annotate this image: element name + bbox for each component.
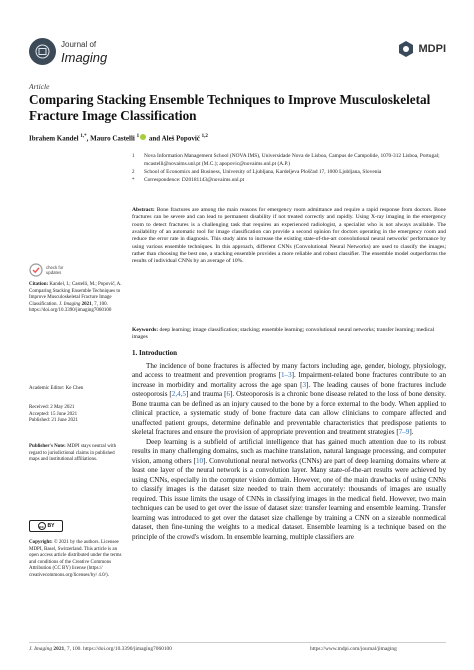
correspondence — [132, 177, 452, 185]
citation-doi[interactable]: , 7, 100. https://doi.org/10.3390/jimaging7060100 — [29, 301, 112, 314]
author-affiliation-mark: 1,2 — [201, 134, 208, 139]
citation-block — [29, 282, 124, 315]
citation-link[interactable]: 1–3 — [280, 371, 292, 380]
keywords-text: deep learning; image classification; stacking; ensemble learning; convolutional neural networks; transfer learning; medical images — [132, 327, 435, 341]
publisher-name: MDPI — [418, 43, 446, 55]
introduction-body — [132, 362, 446, 542]
footer-divider — [29, 642, 446, 643]
affiliation-text: School of Economics and Business, University of Ljubljana, Kardeljeva Ploščad 17, 1000 Ljubljana, Slovenia — [144, 169, 382, 175]
citation-link[interactable]: 6 — [226, 390, 231, 399]
author-conjunction: and — [148, 134, 161, 143]
author-name: Mauro Castelli — [90, 134, 135, 143]
citation-label: Citation: — [29, 282, 49, 287]
author-list: Ibrahem Kandel $^{1,*}$, Mauro Castelli $^1$ and Aleš Popovič $^{1,2}$ — [29, 134, 208, 143]
footer-year: 2021 — [53, 646, 65, 652]
author-name: Ibrahem Kandel — [29, 134, 79, 143]
text-run: ]. Convolutional neural networks (CNNs) are part of deep learning domains where at least one layer of the neural network is a convolution layer. Many state-of-the-art results were achieved by using CNNs, especially in the computer vision domain. However, one of the main drawbacks of using CNNs to classify images is the dataset size needed to train them accurately: thousands of images are usually required. This issue limits the usage of CNNs in classifying images in the medical field. However, two main techniques can be used to get over the issue of dataset size: transfer learning and ensemble learning. Transfer learning was introduced to get over the dataset size challenge by training a CNN on a sizeable nonmedical dataset, then fine-tuning the weights to a medical dataset. Ensemble learning is a technique based on the principle of the crowd's wisdom. In ensemble learning, multiple classifiers are — [132, 456, 446, 541]
citation-journal: J. Imaging — [59, 301, 81, 307]
keywords-label: Keywords: — [132, 327, 159, 333]
affiliation-1 — [132, 153, 452, 168]
academic-editor: Academic Editor: Ke Chen — [29, 386, 84, 391]
text-run: ]. Osteoporosis is a chronic bone disease related to the loss of bone density. Bone trauma can be defined as an injury caused to the bone by a force external to the body. When applied to clinical practice, a systematic study of bone fracture data can allow clinicians to compare affected and unaffected patient groups, determine definable and preventable characteristics that predispose patients to skeletal fractures and ensure the provision of appropriate prevention and treatment strategies [ — [132, 390, 446, 437]
cc-circle-icon: cc — [39, 523, 44, 529]
text-run: ]. The leading causes of bone fractures include osteoporosis [ — [132, 380, 447, 399]
copyright-block — [29, 540, 124, 580]
footer-citation — [29, 646, 172, 652]
text-run: ]. Impairment-related bone fractures contribute to an increase in morbidity and mortality across the age span [ — [132, 371, 446, 389]
citation-text: Kandel, I.; Castelli, M.; Popovič, A. Comparing Stacking Ensemble Techniques to Improve Musculoskeletal Fracture Image Classification. — [29, 282, 122, 307]
accepted-date: Accepted: 15 June 2021 — [29, 411, 78, 417]
text-run: ] and trauma [ — [185, 390, 227, 399]
journal-logo-icon — [29, 38, 56, 65]
abstract — [132, 207, 446, 266]
citation-link[interactable]: 3 — [302, 380, 307, 389]
check-for-label: check for — [46, 265, 64, 270]
abstract-text: Bone fractures are among the main reasons for emergency room admittance and require a rapid response from doctors. Bone fractures can be severe and can lead to permanent disability if not treated correctly and rapidly. Using X-ray imaging in the emergency room to detect fractures is a challenging task that requires an experienced radiologist, a specialist who is not always available. The availability of an automatic tool for image classification can provide a second opinion for doctors operating in the emergency room and reduce the error rate in diagnosis. This study aims to increase the existing state-of-the-art convolutional neural networks' performance by using various ensemble techniques. In this approach, different CNNs (Convolutional Neural Networks) are used to classify the images; rather than choosing the best one, a stacking ensemble provides a more reliable and robust classifier. The ensemble model outperforms the results of individual CNNs by an average of 10%. — [132, 207, 446, 265]
author-affiliation-mark: 1 — [136, 134, 140, 139]
mdpi-hex-icon — [397, 40, 415, 58]
author-name: Aleš Popovič — [161, 134, 200, 143]
published-date: Published: 21 June 2021 — [29, 418, 79, 424]
footer-journal-url[interactable]: https://www.mdpi.com/journal/jimaging — [310, 646, 397, 652]
paragraph — [132, 438, 446, 542]
citation-link[interactable]: 10 — [195, 456, 204, 465]
cc-by-label: BY — [47, 523, 55, 529]
article-type: Article — [29, 82, 50, 91]
affiliation-mark: 2 — [132, 170, 135, 175]
journal-of-label: Journal of — [61, 40, 97, 49]
article-title: Comparing Stacking Ensemble Techniques to Improve Musculoskeletal Fracture Image Classification — [29, 92, 431, 123]
updates-label: updates — [46, 270, 62, 275]
copyright-label: Copyright: — [29, 540, 53, 545]
citation-year: 2021 — [81, 301, 92, 307]
check-updates-icon — [29, 263, 43, 277]
text-run: ]. — [409, 428, 414, 437]
abstract-label: Abstract: — [132, 207, 155, 213]
citation-link[interactable]: 7–9 — [398, 428, 410, 437]
received-date: Received: 2 May 2021 — [29, 405, 75, 410]
creative-commons-icon[interactable] — [29, 520, 63, 532]
journal-name: Imaging — [61, 50, 108, 65]
affiliation-mark: 1 — [132, 154, 135, 159]
correspondence-text: Correspondence: D20181143@novaims.unl.pt — [144, 177, 245, 183]
text-run: The incidence of bone fractures is affected by many factors including age, gender, biology, physiology, and access to treatment and prevention programs [ — [132, 362, 446, 380]
dates-block — [29, 405, 124, 425]
keywords — [132, 327, 446, 342]
orcid-icon[interactable] — [140, 134, 146, 140]
affiliation-mark: * — [132, 178, 135, 183]
affiliation-2 — [132, 169, 452, 177]
paragraph — [132, 362, 446, 438]
text-run: Deep learning is a subfield of artificial intelligence that has gained much attention due to its robust results in many challenging domains, such as machine translation, natural language processing, and computer vision, among others [ — [132, 437, 446, 465]
affiliation-text: Nova Information Management School (NOVA IMS), Universidade Nova de Lisboa, Campus de Campolide, 1070-312 Lisboa, Portugal; mcastelli@novaims.unl.pt (M.C.); apopovic@novaims.unl.pt (A.P.) — [144, 153, 440, 167]
publisher-note — [29, 444, 124, 464]
footer-doi[interactable]: , 7, 100. https://doi.org/10.3390/jimaging7060100 — [64, 646, 172, 652]
publisher-note-label: Publisher's Note: — [29, 444, 66, 449]
citation-link[interactable]: 2,4,5 — [171, 390, 186, 399]
footer-journal: J. Imaging — [29, 646, 53, 652]
section-heading: 1. Introduction — [132, 349, 177, 357]
copyright-text: © 2021 by the authors. Licensee MDPI, Basel, Switzerland. This article is an open access article distributed under the terms and conditions of the Creative Commons Attribution (CC BY) license (https:// creativecommons.org/licenses/by/ 4.0/). — [29, 540, 122, 578]
check-for-updates-button[interactable] — [29, 263, 63, 277]
author-affiliation-mark: 1,* — [80, 134, 87, 139]
mdpi-logo[interactable] — [397, 40, 447, 58]
publisher-note-text: MDPI stays neutral with regard to jurisdictional claims in published maps and institutional affiliations. — [29, 444, 117, 463]
